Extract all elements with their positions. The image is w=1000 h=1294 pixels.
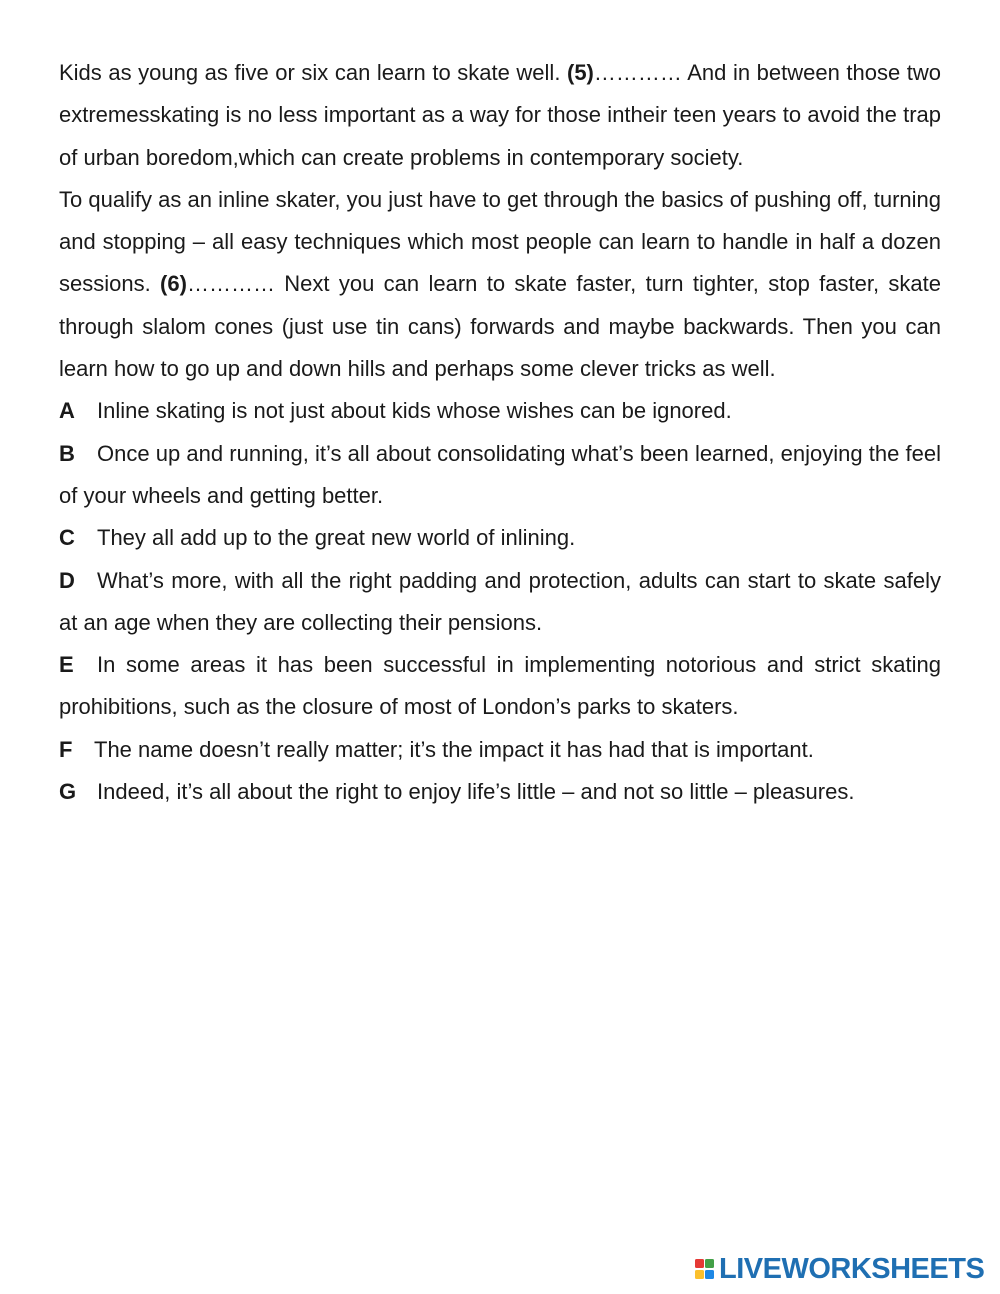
option-text: In some areas it has been successful in implementing notorious and strict skating prohibitions, such as the closure of most of London’s parks to skaters.: [59, 652, 941, 720]
option-f: [59, 729, 941, 771]
paragraph-1-text-start: Kids as young as five or six can learn to skate well.: [59, 60, 567, 85]
passage-paragraph-1: [59, 52, 941, 179]
option-text: What’s more, with all the right padding and protection, adults can start to skate safely at an age when they are collecting their pensions.: [59, 567, 941, 635]
option-e: [59, 644, 941, 729]
option-letter: E: [59, 652, 74, 678]
paragraph-2-text-start: To qualify as an inline skater, you just have to get through the basics of pushing off, turning and stopping – all easy techniques which most people can learn to handle in half a dozen sessions.: [59, 186, 941, 297]
logo-wordmark: LIVEWORKSHEETS: [719, 1253, 985, 1285]
option-letter: F: [59, 736, 73, 762]
option-d: [59, 560, 941, 645]
gap-6-label[interactable]: (6): [160, 271, 187, 297]
paragraph-2-text-end: ………… Next you can learn to skate faster, turn tighter, stop faster, skate through slalom cones (just use tin cans) forwards and maybe backwards. Then you can learn how to go up and down hills and perhaps some clever tricks as well.: [59, 271, 941, 382]
option-text: The name doesn’t really matter; it’s the impact it has had that is important.: [94, 736, 814, 762]
option-g: [59, 771, 941, 813]
option-text: Inline skating is not just about kids whose wishes can be ignored.: [97, 398, 732, 424]
liveworksheets-logo-icon: [694, 1256, 716, 1282]
option-a: [59, 390, 941, 432]
option-text: Indeed, it’s all about the right to enjoy life’s little – and not so little – pleasures.: [97, 779, 855, 805]
option-letter: D: [59, 567, 75, 593]
option-c: [59, 517, 941, 559]
liveworksheets-logo: [694, 1253, 984, 1285]
option-letter: B: [59, 440, 75, 466]
option-text: Once up and running, it’s all about consolidating what’s been learned, enjoying the feel of your wheels and getting better.: [59, 440, 941, 508]
gap-5-label[interactable]: (5): [567, 60, 594, 85]
option-letter: A: [59, 398, 75, 424]
option-b: [59, 433, 941, 518]
passage-paragraph-2: [59, 179, 941, 390]
option-letter: C: [59, 525, 75, 551]
worksheet-content: [59, 52, 941, 813]
option-letter: G: [59, 779, 77, 805]
paragraph-1-text-end: ………… And in between those two extremesskating is no less important as a way for those intheir teen years to avoid the trap of urban boredom,which can create problems in contemporary society.: [59, 60, 941, 170]
option-text: They all add up to the great new world of inlining.: [97, 525, 576, 551]
